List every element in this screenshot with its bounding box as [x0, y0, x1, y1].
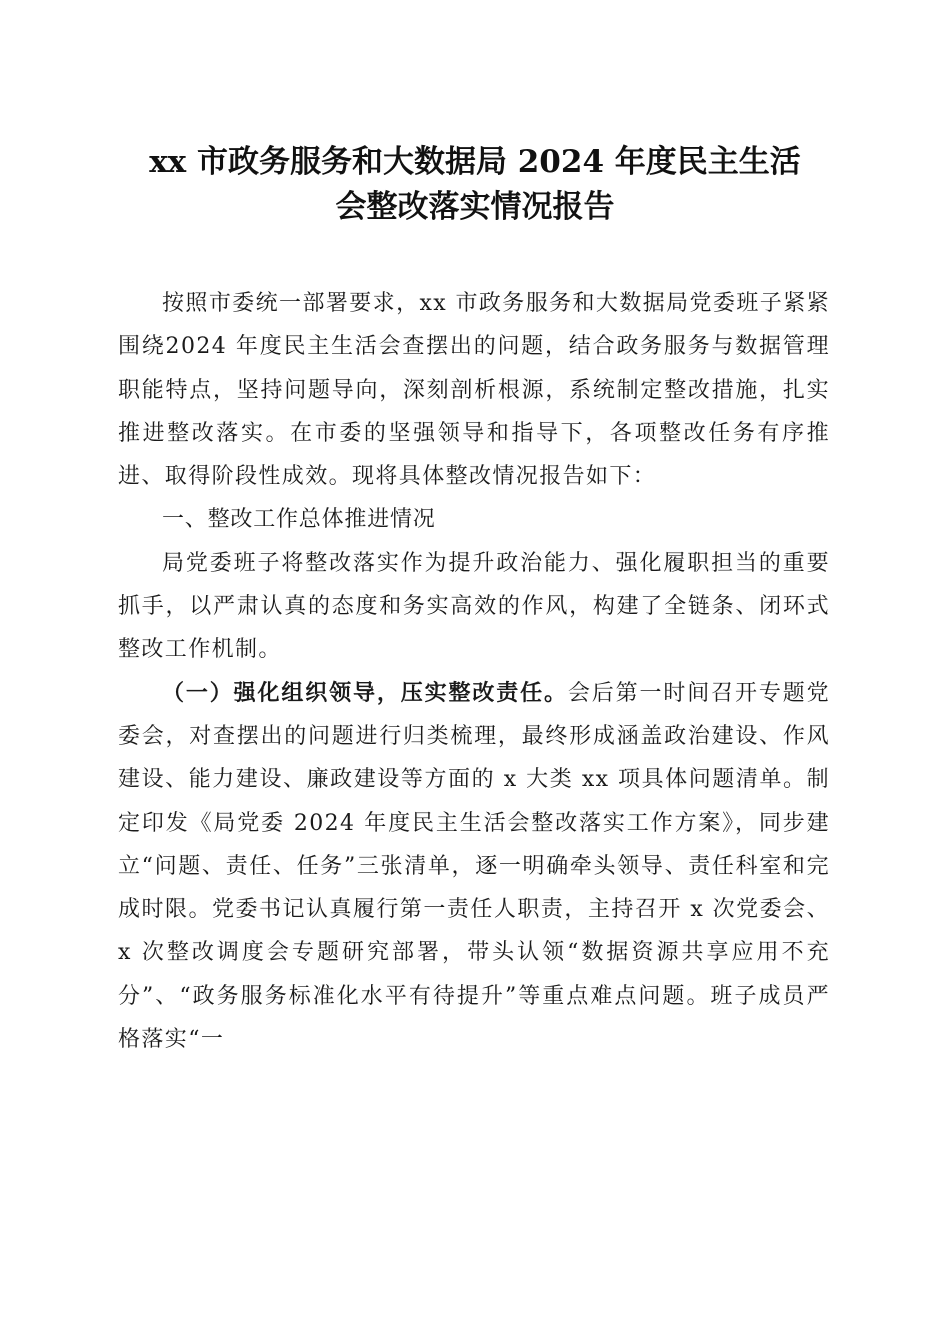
subsection-1-lead: （一）强化组织领导，压实整改责任。 — [162, 679, 568, 706]
title-line-2: 会整改落实情况报告 — [335, 189, 615, 225]
subsection-1-paragraph — [118, 672, 830, 1062]
intro-paragraph: 按照市委统一部署要求，xx 市政务服务和大数据局党委班子紧紧围绕2024 年度民主生活会查摆出的问题，结合政务服务与数据管理职能特点，坚持问题导向，深刻剖析根源，系统制定整改措施，扎实推进整改落实。在市委的坚强领导和指导下，各项整改任务有序推进、取得阶段性成效。现将具体整改情况报告如下： — [118, 291, 830, 490]
section-heading-1: 一、整改工作总体推进情况 — [162, 507, 436, 533]
subsection-1-text: 会后第一时间召开专题党委会，对查摆出的问题进行归类梳理，最终形成涵盖政治建设、作风建设、能力建设、廉政建设等方面的 x 大类 xx 项具体问题清单。制定印发《局党委 2024 年度民主生活会整改落实工作方案》，同步建立“问题、责任、任务”三张清单，逐一明确牵头领导、责任科室和完成时限。党委书记认真履行第一责任人职责，主持召开 x 次党委会、x 次整改调度会专题研究部署，带头认领“数据资源共享应用不充分”、“政务服务标准化水平有待提升”等重点难点问题。班子成员严格落实“一 — [118, 680, 830, 1053]
title-line-1: xx 市政务服务和大数据局 2024 年度民主生活 — [149, 144, 801, 180]
document-title — [100, 140, 850, 230]
document-body — [118, 282, 830, 1061]
section-1-paragraph: 局党委班子将整改落实作为提升政治能力、强化履职担当的重要抓手，以严肃认真的态度和务实高效的作风，构建了全链条、闭环式整改工作机制。 — [118, 550, 830, 663]
